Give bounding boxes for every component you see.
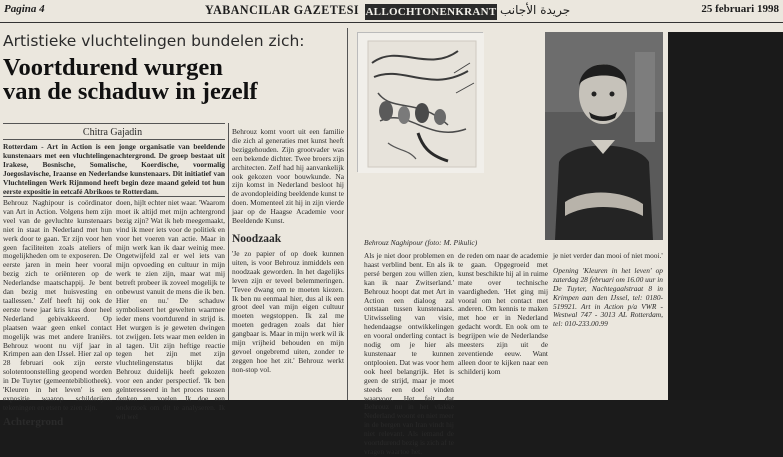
section-banner: ALLOCHTONENKRANT — [365, 6, 497, 18]
column-3-text-b: 'Je zo papier of op doek kunnen uiten, is voor Behrouz inmiddels een noodzaak geworden. In het dagelijks leven zijn er teveel belemmeringen. 'Tevee dwang om te moeten kiezen. Ik ben nu eenmaal hier, dus al ik een groot deel van mijn eigen cultuur moeten wegstoppen. Ik zal me moeten gedragen zoals dat hier gangbaar is. Maar in mijn werk wil ik mijn vrijheid behouden en mijn gevoel ongebremd uiten, zonder te zeggen hoe het zit.' Behrouz werkt non-stop vol. — [232, 248, 344, 374]
portrait-image — [545, 32, 663, 240]
article-headline — [3, 56, 343, 104]
column-divider-1 — [228, 123, 229, 400]
byline-rule-top — [3, 123, 225, 124]
headline-line-2: van de schaduw in jezelf — [3, 78, 258, 105]
column-3-text-a: Behrouz komt voort uit een familie die zich al generaties met kunst heeft beziggehouden. Zijn grootvader was een bekende dichter. Twee broers zijn architecten. Zelf had hij aanvankelijk ook gekozen voor bouwkunde. Na zijn komst in Nederland besloot hij de avondopleiding beeldende kunst te doen. Momenteel zit hij in zijn vierde jaar op de Haagse Academie voor Beeldende Kunst. — [232, 127, 344, 226]
column-6-text: je niet verder dan mooi of niet mooi.' — [553, 251, 663, 260]
newspaper-name: YABANCILAR GAZETESI — [205, 2, 360, 18]
article-column-6 — [553, 252, 663, 400]
column-divider-2 — [347, 28, 348, 400]
article-column-5: de reden om naar de academie te gaan. Opgegroeid met kunst beschikte hij al in ruime mate over technische vaardigheden. 'Het ging mij vooral om het contact met anderen. Om kennis te maken met hoe er in Nederland gedacht wordt. En ook om te begrijpen wie de Nederlandse meesters zijn uit de zeventiende eeuw. Want alleen door te kijken naar een schilderij kom — [458, 251, 548, 376]
article-column-4: Als je niet door problemen en haast verblind bent. En als ik persé bergen zou willen zien, kan ik naar Zwitserland.' Behrouz hoopt dat met Art in Action een dialoog zal ontstaan tussen kunstenaars. Uitwisseling van visie, hedendaagse ontwikkelingen en vooral onderling contact is nodig om je hier als kunstenaar te kunnen ontplooien. Dat was voor hem ook heel belangrijk. Het is geen de strijd, maar je moet steeds een doel vinden waarvoor. Het feit dat Behrouz nu in het vlakke Nederland woont en niet meer in de bergen van Iran vindt hij niet relevant. Als iemand de voortdurend bezig is zich af te vragen waartoe het. — [364, 251, 454, 456]
abstract-artwork-image — [358, 33, 484, 173]
article-column-3 — [232, 128, 344, 400]
publication-date: 25 februari 1998 — [701, 3, 779, 15]
artwork-photo — [357, 32, 483, 172]
article-column-1 — [3, 198, 112, 428]
column-1-text: Behrouz Naghipour is coördinator van Art in Action. Volgens hem zijn veel van de gevluchte kunstenaars niet in staat in Nederland met hun werk door te gaan. 'Er zijn voor hen geen faciliteiten zoals ateliers of mogelijkheden om te exposeren. De eerste jaren in mein heer vooral bezig zich te oriënteren op de Nederlandse maatschappij. Je bent dan bezig met huisvesting en taallessen.' Zelf heeft hij ook de eerste twee jaar kris kras door heel Nederland gebivakkeerd. Op plaatsen waar geen enkel contact mogelijk was met andere Iraniërs. Behrouz woont nu vijf jaar in Krimpen aan den IJssel. Hier zal op 28 februari ook zijn eerste solotentoonstelling geopend worden in De Tuyter (gemeentebibliotheek). 'Kleuren in het leven' is een expositie waarop schilderijen, tekeningen en etsen te zien zijn. — [3, 198, 112, 412]
dark-background-area — [668, 32, 783, 400]
subhead-noodzaak: Noodzaak — [232, 232, 282, 245]
photo-caption: Behrouz Naghipour (foto: M. Pikulic) — [364, 238, 478, 247]
article-column-2: doen, hijlt echter niet waar. 'Waarom moet ik altijd met mijn achtergrond bezig zijn? Wat ik heb meegemaakt, vind ik meer iets voor de politiek en voor het voeren van actie. Maar in mijn werk kan ik daar weinig mee. Ongetwijfeld zal er wel iets van mijn opvoeding en cultuur in mijn werk te zien zijn, maar wat mij betreft probeer ik zoveel mogelijk te onbewust vanuit de mens die ik ben. Hier en nu.' De schaduw symboliseert het gewelten waarmee ieder mens voortdurend in strijd is. Het wurgen is je geweten dwingen tot zwijgen. Iets waar men eelden in al tagen. Uit zijn heftige reactie tegen het zijn met zijn vluchtelingenstatus blijkt dat Behrouz duidelijk heeft gekozen voor een ander perspectief. 'Ik ben geïnteresseerd in het proces tussen denken en voelen. Ik doe een onderzoek om dit te analyseren. Ik wil wel — [116, 198, 225, 421]
event-info: Opening 'Kleuren in het leven' op zaterdag 28 februari om 16.00 uur in De Tuyter, Nachtegaalstraat 8 in Krimpen aan den IJssel, tel: 0180-519921. Art in Action p/a VWR - Westwal 747 - 3013 AL Rotterdam, tel: 010-233.00.99 — [553, 265, 663, 329]
page-number: Pagina 4 — [4, 3, 45, 15]
arabic-paper-name: جريدة الأجانب — [500, 3, 571, 17]
masthead-rule — [0, 22, 783, 23]
portrait-photo — [545, 32, 663, 240]
byline: Chitra Gajadin — [82, 127, 143, 138]
headline-line-1: Voortdurend wurgen — [3, 54, 223, 81]
article-lead: Rotterdam - Art in Action is een jonge organisatie van beeldende kunstenaars met een vluchtelingenachtergrond. De groep bestaat uit Irakese, Bosnische, Somalische, Koerdische, voormalig Joegoslavische, Iraanse en Nederlandse kunstenaars. Dit initiatief van Vluchtelingen Werk Rijnmond heeft begin deze maand geleid tot hun eerste expositie in eetcafé Abrikoos te Rotterdam. — [3, 142, 225, 196]
byline-rule-bottom — [3, 139, 225, 140]
article-kicker: Artistieke vluchtelingen bundelen zich: — [3, 32, 305, 50]
subhead-achtergrond: Achtergrond — [3, 415, 64, 428]
